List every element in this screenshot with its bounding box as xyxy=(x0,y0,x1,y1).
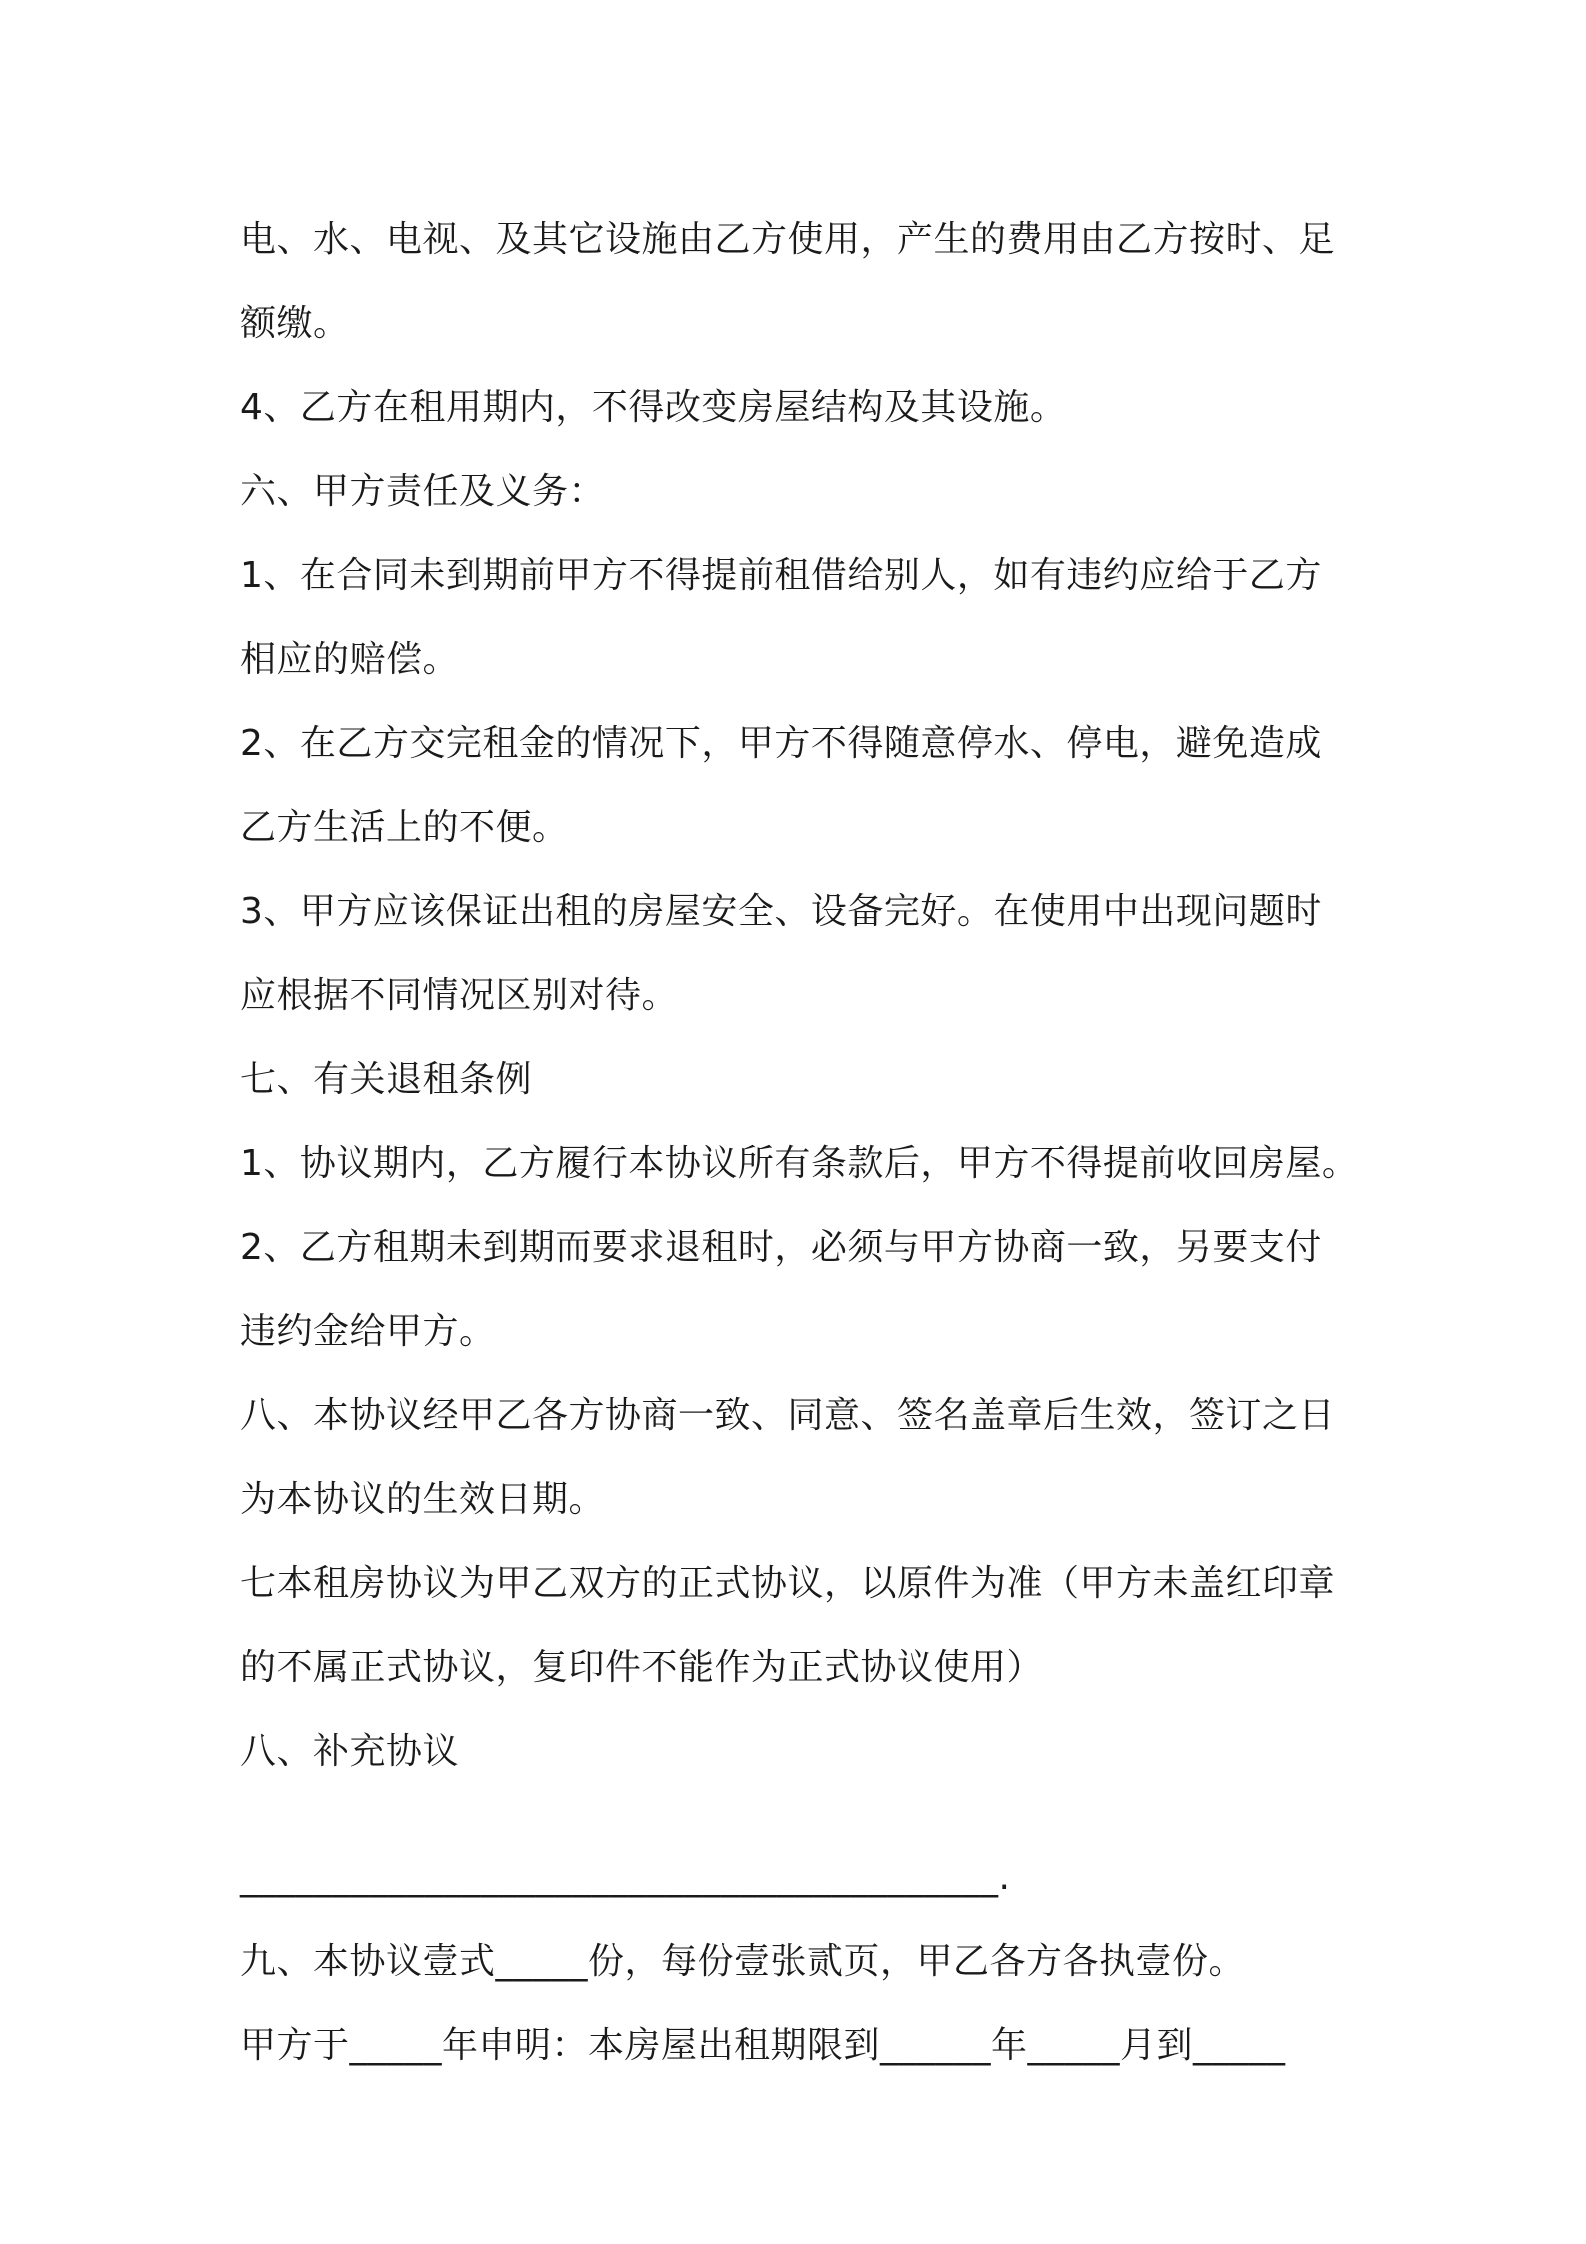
text-line: 七本租房协议为甲乙双方的正式协议，以原件为准（甲方未盖红印章 xyxy=(240,1563,1336,1604)
text-line: 的不属正式协议，复印件不能作为正式协议使用） xyxy=(240,1647,1044,1688)
text-line: 2、在乙方交完租金的情况下，甲方不得随意停水、停电，避免造成 xyxy=(240,723,1322,764)
text-line: 额缴。 xyxy=(240,303,350,344)
text-line: 乙方生活上的不便。 xyxy=(240,807,569,848)
text-line: 为本协议的生效日期。 xyxy=(240,1479,606,1520)
text-line: 相应的赔偿。 xyxy=(240,639,460,680)
text-line: 1、在合同未到期前甲方不得提前租借给别人，如有违约应给于乙方 xyxy=(240,555,1322,596)
text-line: 2、乙方租期未到期而要求退租时，必须与甲方协商一致，另要支付 xyxy=(240,1227,1322,1268)
blank-fill-line: _________________________________________. xyxy=(240,1857,1011,1898)
text-line: 应根据不同情况区别对待。 xyxy=(240,975,679,1016)
text-line: 八、本协议经甲乙各方协商一致、同意、签名盖章后生效，签订之日 xyxy=(240,1395,1336,1436)
text-line: 电、水、电视、及其它设施由乙方使用，产生的费用由乙方按时、足 xyxy=(240,219,1336,260)
text-line: 1、协议期内，乙方履行本协议所有条款后，甲方不得提前收回房屋。 xyxy=(240,1143,1359,1184)
section-heading: 八、补充协议 xyxy=(240,1731,460,1772)
section-heading: 七、有关退租条例 xyxy=(240,1059,533,1100)
text-line: 九、本协议壹式_____份，每份壹张贰页，甲乙各方各执壹份。 xyxy=(240,1941,1246,1982)
text-line: 4、乙方在租用期内，不得改变房屋结构及其设施。 xyxy=(240,387,1067,428)
text-line: 3、甲方应该保证出租的房屋安全、设备完好。在使用中出现问题时 xyxy=(240,891,1322,932)
document-body xyxy=(240,198,1370,2088)
text-line: 违约金给甲方。 xyxy=(240,1311,496,1352)
section-heading: 六、甲方责任及义务： xyxy=(240,471,606,512)
text-line: 甲方于_____年申明：本房屋出租期限到______年_____月到_____ xyxy=(240,2025,1286,2066)
